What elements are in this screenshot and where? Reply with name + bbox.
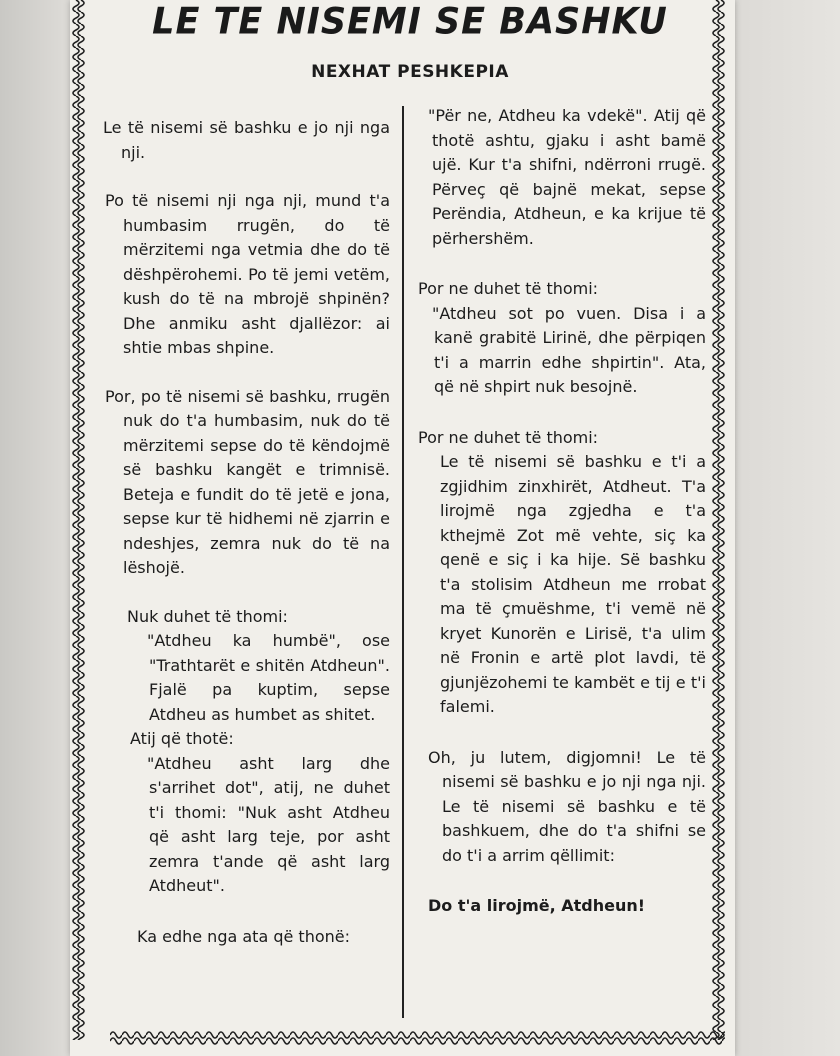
paragraph: Por ne duhet të thomi: — [418, 427, 599, 447]
column-divider — [402, 106, 404, 1018]
paragraph: "Për ne, Atdheu ka vdekë". Atij që thotë ashtu, gjaku i asht bamë ujë. Kur t'a shifni, ndërroni rrugë. Përveç që bajnë mekat, sepse Perëndia, Atdheun, e ka krijue të përhershëm. — [428, 106, 706, 248]
paragraph: Po të nisemi nji nga nji, mund t'a humbasim rrugën, do të mërzitemi nga vetmia dhe do të dëshpërohemi. Po të jemi vetëm, kush do të na mbrojë shpinën? Dhe anmiku asht djallëzor: ai shtie mbas shpine. — [105, 191, 390, 357]
paragraph: "Atdheu sot po vuen. Disa i a kanë grabitë Lirinë, dhe përpiqen t'i a marrin edhe shpirtin". Ata, që në shpirt nuk besojnë. — [432, 303, 706, 396]
paragraph: Ka edhe nga ata që thonë: — [137, 926, 350, 946]
left-column — [103, 116, 390, 949]
article-title: LE TE NISEMI SE BASHKU — [152, 1, 668, 43]
decorative-border-left — [72, 0, 86, 1040]
paragraph: "Atdheu ka humbë", ose "Trathtarët e shitën Atdheun". Fjalë pa kuptim, sepse Atdheu as humbet as shitet. — [147, 631, 390, 724]
decorative-border-right — [712, 0, 726, 1040]
decorative-border-bottom — [110, 1030, 725, 1046]
backdrop-left — [0, 0, 70, 1056]
paragraph: Le të nisemi së bashku e jo nji nga nji. — [103, 118, 390, 162]
paragraph: "Atdheu asht larg dhe s'arrihet dot", atij, ne duhet t'i thomi: "Nuk asht Atdheu që asht larg teje, por asht zemra t'ande që asht larg Atdheut". — [147, 753, 390, 895]
paragraph: Do t'a lirojmë, Atdheun! — [428, 896, 646, 915]
paragraph: Por ne duhet të thomi: — [418, 279, 599, 298]
paragraph: Nuk duhet të thomi: — [127, 606, 288, 626]
paragraph: Atij që thotë: — [130, 729, 234, 748]
paragraph: Le të nisemi së bashku e t'i a zgjidhim zinxhirët, Atdheut. T'a lirojmë nga zgjedha e t'a kthejmë Zot më vehte, siç ka qenë e siç i ka hije. Së bashku t'a stolisim Atdheun me rrobat ma të çmuëshme, t'i vemë në kryet Kunorën e Lirisë, t'a ulim në Fronin e artë plot lavdi, të gjunjëzohemi te kambët e tij e t'i falemi. — [440, 452, 706, 716]
article-author: NEXHAT PESHKEPIA — [311, 62, 509, 82]
paragraph: Oh, ju lutem, digjomni! Le të nisemi së bashku e jo nji nga nji. Le të nisemi së bashku e të bashkuem, dhe do t'a shifni se do t'i a arrim qëllimit: — [428, 747, 706, 865]
backdrop-right — [735, 0, 840, 1056]
right-column — [418, 104, 706, 919]
paragraph: Por, po të nisemi së bashku, rrugën nuk do t'a humbasim, nuk do të mërzitemi sepse do të këndojmë së bashku kangët e trimnisë. Beteja e fundit do të jetë e jona, sepse kur të hidhemi në zjarrin e ndeshjes, zemra nuk do të na lëshojë. — [105, 386, 390, 577]
